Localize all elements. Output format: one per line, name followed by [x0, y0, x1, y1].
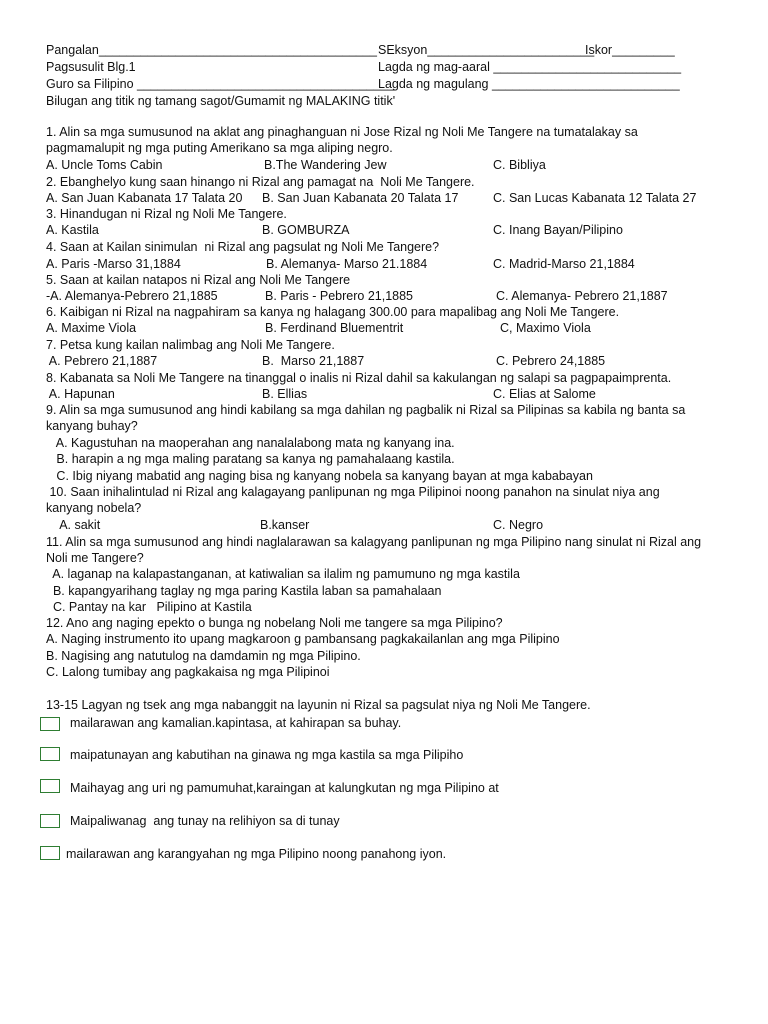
choice-c[interactable]: C. San Lucas Kabanata 12 Talata 27 [493, 191, 697, 205]
checklist-item: maipatunayan ang kabutihan na ginawa ng mga kastila sa mga Pilipiho [70, 748, 464, 762]
choice-c[interactable]: C. Alemanya- Pebrero 21,1887 [496, 289, 668, 303]
choice-b[interactable]: B. Alemanya- Marso 21.1884 [266, 257, 428, 271]
choice-c[interactable]: C. Pebrero 24,1885 [496, 354, 606, 368]
choice-b[interactable]: B. Ellias [262, 387, 308, 401]
question-stem: 6. Kaibigan ni Rizal na nagpahiram sa kanya ng halagang 300.00 para mapalibag ang Noli Me Tangere. [46, 305, 620, 319]
question-stem: 3. Hinandugan ni Rizal ng Noli Me Tangere. [46, 207, 287, 221]
teacher-field[interactable]: Guro sa Filipino _____________________________________ [46, 77, 395, 91]
choice-b[interactable]: B. Marso 21,1887 [262, 354, 365, 368]
question-stem: 2. Ebanghelyo kung saan hinango ni Rizal ang pamagat na Noli Me Tangere. [46, 175, 475, 189]
choice-a[interactable]: A. Kagustuhan na maoperahan ang nanalalabong mata ng kanyang ina. [46, 436, 455, 450]
question-stem: kanyang buhay? [46, 419, 138, 433]
instruction-text: Bilugan ang titik ng tamang sagot/Gumamit ng MALAKING titik' [46, 94, 396, 108]
checklist-item: mailarawan ang kamalian.kapintasa, at kahirapan sa buhay. [70, 716, 402, 730]
choice-a[interactable]: A. Paris -Marso 31,1884 [46, 257, 181, 271]
choice-b[interactable]: B. harapin a ng mga maling paratang sa kanya ng pamahalaang kastila. [46, 452, 455, 466]
choice-b[interactable]: B.kanser [260, 518, 310, 532]
checkbox[interactable] [40, 814, 60, 828]
question-stem: 8. Kabanata sa Noli Me Tangere na tinanggal o inalis ni Rizal dahil sa kakulangan ng salapi sa pagpapaimprenta. [46, 371, 672, 385]
choice-a[interactable]: A. Maxime Viola [46, 321, 137, 335]
student-signature-field[interactable]: Lagda ng mag-aaral ___________________________ [378, 60, 682, 74]
choice-b[interactable]: B. GOMBURZA [262, 223, 350, 237]
question-stem: pagmamalupit ng mga puting Amerikano sa mga aliping negro. [46, 141, 393, 155]
question-stem: 7. Petsa kung kailan nalimbag ang Noli Me Tangere. [46, 338, 335, 352]
question-stem: 9. Alin sa mga sumusunod ang hindi kabilang sa mga dahilan ng pagbalik ni Rizal sa Pilipinas sa kabila ng banta sa [46, 403, 686, 417]
question-stem: kanyang nobela? [46, 501, 142, 515]
checklist-item: Maihayag ang uri ng pamumuhat,karaingan at kalungkutan ng mga Pilipino at [70, 781, 499, 795]
choice-c[interactable]: C. Pantay na kar Pilipino at Kastila [46, 600, 252, 614]
question-stem: 10. Saan inihalintulad ni Rizal ang kalagayang panlipunan ng mga Pilipinoi noong panahon na sinulat niya ang [46, 485, 660, 499]
choice-c[interactable]: C. Negro [493, 518, 544, 532]
choice-b[interactable]: B.The Wandering Jew [264, 158, 387, 172]
choice-b[interactable]: B. Paris - Pebrero 21,1885 [265, 289, 413, 303]
checkbox[interactable] [40, 846, 60, 860]
checkbox[interactable] [40, 717, 60, 731]
choice-c[interactable]: C. Bibliya [493, 158, 546, 172]
parent-signature-field[interactable]: Lagda ng magulang ___________________________ [378, 77, 680, 91]
quiz-number: Pagsusulit Blg.1 [46, 60, 136, 74]
choice-a[interactable]: A. Naging instrumento ito upang magkaroon g pambansang pagkakailanlan ang mga Pilipino [46, 632, 560, 646]
choice-a[interactable]: A. laganap na kalapastanganan, at katiwalian sa ilalim ng pamumuno ng mga kastila [46, 567, 520, 581]
choice-b[interactable]: B. Ferdinand Bluementrit [265, 321, 404, 335]
checkbox[interactable] [40, 779, 60, 793]
checklist-item: mailarawan ang karangyahan ng mga Pilipino noong panahong iyon. [66, 847, 447, 861]
question-stem: 1. Alin sa mga sumusunod na aklat ang pinaghanguan ni Jose Rizal ng Noli Me Tangere na tumatalakay sa [46, 125, 638, 139]
question-stem: Noli me Tangere? [46, 551, 144, 565]
choice-a[interactable]: -A. Alemanya-Pebrero 21,1885 [46, 289, 218, 303]
choice-a[interactable]: A. sakit [46, 518, 101, 532]
choice-c[interactable]: C. Ibig niyang mabatid ang naging bisa ng kanyang nobela sa kanyang bayan at mga kababayan [46, 469, 593, 483]
checklist-instruction: 13-15 Lagyan ng tsek ang mga nabanggit na layunin ni Rizal sa pagsulat niya ng Noli Me Tangere. [46, 698, 591, 712]
choice-a[interactable]: A. Uncle Toms Cabin [46, 158, 163, 172]
choice-b[interactable]: B. kapangyarihang taglay ng mga paring Kastila laban sa pamahalaan [46, 584, 442, 598]
choice-c[interactable]: C, Maximo Viola [500, 321, 591, 335]
score-field[interactable]: Iskor_________ [585, 43, 675, 57]
question-stem: 12. Ano ang naging epekto o bunga ng nobelang Noli me tangere sa mga Pilipino? [46, 616, 503, 630]
choice-c[interactable]: C. Inang Bayan/Pilipino [493, 223, 623, 237]
choice-b[interactable]: B. San Juan Kabanata 20 Talata 17 [262, 191, 459, 205]
choice-a[interactable]: A. Hapunan [46, 387, 115, 401]
question-stem: 4. Saan at Kailan sinimulan ni Rizal ang pagsulat ng Noli Me Tangere? [46, 240, 440, 254]
name-field[interactable]: Pangalan________________________________________ [46, 43, 377, 57]
choice-a[interactable]: A. Kastila [46, 223, 99, 237]
checklist-item: Maipaliwanag ang tunay na relihiyon sa di tunay [70, 814, 340, 828]
choice-a[interactable]: A. Pebrero 21,1887 [46, 354, 158, 368]
section-field[interactable]: SEksyon________________________ [378, 43, 595, 57]
choice-c[interactable]: C. Lalong tumibay ang pagkakaisa ng mga Pilipinoi [46, 665, 330, 679]
choice-b[interactable]: B. Nagising ang natutulog na damdamin ng mga Pilipino. [46, 649, 361, 663]
choice-c[interactable]: C. Elias at Salome [493, 387, 596, 401]
question-stem: 5. Saan at kailan natapos ni Rizal ang Noli Me Tangere [46, 273, 351, 287]
checkbox[interactable] [40, 747, 60, 761]
choice-c[interactable]: C. Madrid-Marso 21,1884 [493, 257, 635, 271]
choice-a[interactable]: A. San Juan Kabanata 17 Talata 20 [46, 191, 243, 205]
question-stem: 11. Alin sa mga sumusunod ang hindi naglalarawan sa kalagyang panlipunan ng mga Pilipino nang sinulat ni Rizal ang [46, 535, 702, 549]
